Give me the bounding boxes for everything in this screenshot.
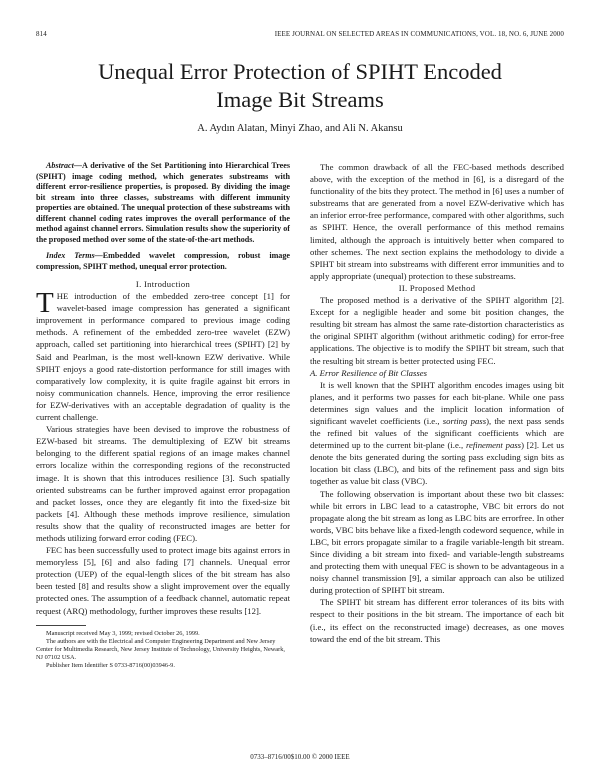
running-header bbox=[36, 30, 564, 42]
drop-cap: T bbox=[36, 287, 54, 320]
page-number: 814 bbox=[36, 30, 47, 38]
index-terms-text: Embedded wavelet compression, robust image compression, SPIHT method, unequal error protection. bbox=[36, 251, 290, 271]
right-paragraph-1: The common drawback of all the FEC-based methods described above, with the exception of the method in [6], is a disregard of the functionality of the bits they protect. The method in [6] uses a number of substreams that are generated from a novel EZW-derivative which has an inferior error-free performance, compared with other algorithms, such as SPIHT. Hence, the overall performance of this method remains limited, although the approach is intuitively better when compared to other schemes. The next section explains the methodology to divide a SPIHT bit stream into substreams with different error immunities and to apply appropriate (unequal) protection to these substreams. bbox=[310, 162, 564, 281]
abstract-label: Abstract— bbox=[46, 161, 82, 170]
intro-paragraph-1-text: HE introduction of the embedded zero-tree concept [1] for wavelet-based image compression has generated a significant improvement in performance compared to previous image coding methods. A refinement of the embedded zero-tree wavelet (EZW) approach, called set partitioning into hierarchical trees (SPIHT) [2] by Said and Pearlman, is the most well-known EZW derivative. While SPIHT enjoys a good rate-distortion performance for still images with comparatively low complexity, it is quite fragile against bit errors in noisy communication channels. Hence, improving the error resilience for EZW-derivatives with an acceptable degradation of quality is the current challenge. bbox=[36, 291, 290, 423]
title-line-2: Image Bit Streams bbox=[216, 87, 384, 112]
footnote-affiliation: The authors are with the Electrical and Computer Engineering Department and New Jersey Center for Multimedia Research, New Jersey Institute of Technology, University Heights, Newark, NJ 07102 USA. bbox=[36, 637, 285, 661]
right-column bbox=[310, 161, 564, 645]
intro-paragraph-3: FEC has been successfully used to protect image bits against errors in memoryless [5], [6] and also fading [7] channels. Unequal error protection (UEP) of the equal-length slices of the bit stream has also been tested [8] and results show a slight improvement over the equally protected ones. The assumption of a feedback channel, automatic repeat request (ARQ) methodology, further improves these results [12]. bbox=[36, 545, 290, 616]
journal-line: IEEE JOURNAL ON SELECTED AREAS IN COMMUNICATIONS, VOL. 18, NO. 6, JUNE 2000 bbox=[274, 30, 564, 38]
method-paragraph-2-part-a: It is well known that the SPIHT algorithm encodes images using bit planes, and it performs two passes for each bit-plane. While one pass determines sign values and the implicit location information of significant wavelet coefficients (i.e., bbox=[310, 379, 564, 426]
section-heading-proposed-method: II. Proposed Method bbox=[398, 282, 476, 293]
index-terms-label: Index Terms— bbox=[46, 251, 103, 260]
left-column bbox=[36, 161, 290, 670]
title-line-1: Unequal Error Protection of SPIHT Encoded bbox=[98, 59, 502, 84]
authors: A. Aydın Alatan, Minyi Zhao, and Ali N. Akansu bbox=[197, 123, 403, 134]
term-sorting-pass: sorting pass bbox=[442, 415, 487, 426]
footnote-publisher-id: Publisher Item Identifier S 0733-8716(00)03946-9. bbox=[46, 661, 175, 669]
copyright-footer: 0733–8716/00$10.00 © 2000 IEEE bbox=[250, 753, 350, 761]
paper-title bbox=[36, 58, 564, 114]
method-paragraph-1: The proposed method is a derivative of the SPIHT algorithm [2]. Except for a negligible header and some bit position changes, the resulting bit stream has almost the same rate-distortion characteristics as the original SPIHT algorithm (without arithmetic coding) for error-free applications. The objective is to modify the SPIHT bit stream, such that the resulting bit stream is better protected using FEC. bbox=[310, 295, 564, 366]
subsection-heading-error-resilience: A. Error Resilience of Bit Classes bbox=[310, 367, 427, 378]
method-paragraph-3: The following observation is important about these two bit classes: while bit errors in LBC lead to a catastrophe, VBC bit errors do not propagate along the bit stream as long as LBC bits are errorfree. In other words, VBC bits behave like a fixed-length codeword sequence, while in LBC, bit errors propagate similar to a fragile variable-length bit stream. Since dividing a bit stream into fixed- and variable-length substreams and protecting them with unequal FEC is shown to be advantageous in a noisy channel transmission [9], a similar approach can also be utilized during protection of SPIHT bit stream. bbox=[310, 488, 564, 596]
abstract-text: A derivative of the Set Partitioning into Hierarchical Trees (SPIHT) image coding method, which generates substreams with different error-resilience properties, is proposed. By dividing the image bit stream into three classes, substreams with different immunity properties are obtained. The unequal protection of these substreams with different channel coding rates improves the overall performance of the method against channel errors. Simulation results show the superiority of the proposed method over some of the state-of-the-art methods. bbox=[36, 161, 290, 244]
footnote-manuscript: Manuscript received May 3, 1999; revised October 26, 1999. bbox=[46, 629, 200, 637]
term-refinement-pass: refinement pass bbox=[465, 440, 522, 451]
section-heading-introduction: I. Introduction bbox=[135, 279, 191, 289]
footnote-rule bbox=[36, 625, 86, 626]
method-paragraph-2-part-b: ), the next pass sends the refined bit values of the significant coefficients which are determined up to the current bit-plane (i.e., bbox=[310, 415, 564, 451]
method-paragraph-4: The SPIHT bit stream has different error tolerances of its bits with respect to their positions in the bit stream. The importance of each bit (i.e., its effect on the reconstructed image) decreases, as one moves toward the end of the bit stream. This bbox=[310, 597, 564, 644]
method-paragraph-2 bbox=[310, 379, 564, 488]
method-paragraph-2-part-c: ) [2]. Let us denote the bits generated during the sorting pass excluding sign bits as location bit class (LBC), and bits of the refinement pass and sign bits together as value bit class (VBC). bbox=[310, 440, 564, 487]
intro-paragraph-2: Various strategies have been devised to improve the robustness of EZW-based bit streams. The demultiplexing of EZW bit streams belonging to the different spatial regions of an image makes channel errors localize within the corresponding regions of the reconstructed image. It is shown that this introduces resilience [3]. Such spatially oriented substreams can be further improved against error propagation and packet losses, once they are elegantly fit into the fixed-size bit packets [4]. Although these methods improve resilience, simulation results show that the quality of reconstructed images are better for methods utilizing forward error coding (FEC). bbox=[36, 424, 290, 543]
footnotes bbox=[36, 630, 290, 670]
index-terms bbox=[36, 251, 290, 272]
abstract bbox=[36, 161, 290, 245]
intro-paragraph-1 bbox=[36, 287, 290, 423]
